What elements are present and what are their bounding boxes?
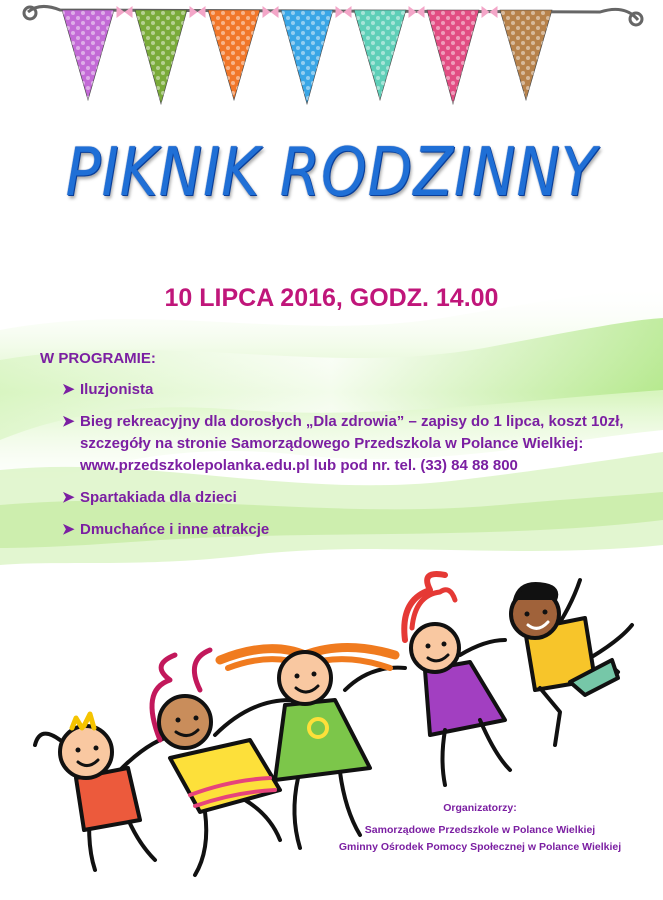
event-title: PIKNIK RODZINNY bbox=[65, 132, 598, 212]
arrow-bullet-icon: ➤ bbox=[62, 521, 75, 538]
program-item bbox=[62, 487, 640, 509]
bow-icon bbox=[263, 6, 279, 18]
program-item-text: Spartakiada dla dzieci bbox=[80, 489, 237, 506]
program-item-text: Bieg rekreacyjny dla dorosłych „Dla zdrowia” – zapisy do 1 lipca, koszt 10zł, bbox=[80, 413, 624, 430]
bunting-flag-dots bbox=[135, 10, 187, 104]
program-section bbox=[40, 350, 640, 551]
bunting-flag-dots bbox=[354, 10, 406, 100]
bunting-flag-dots bbox=[62, 10, 114, 100]
program-item bbox=[62, 379, 640, 401]
bow-icon bbox=[409, 6, 425, 18]
bunting-flag-dots bbox=[427, 10, 479, 104]
arrow-bullet-icon: ➤ bbox=[62, 413, 75, 430]
arrow-bullet-icon: ➤ bbox=[62, 489, 75, 506]
organizers-label: Organizatorzy: bbox=[443, 802, 517, 814]
bow-icon bbox=[336, 6, 352, 18]
bow-icon bbox=[482, 6, 498, 18]
bow-icon bbox=[190, 6, 206, 18]
bow-icon bbox=[117, 6, 133, 18]
program-item-text: Dmuchańce i inne atrakcje bbox=[80, 521, 270, 538]
event-date: 10 LIPCA 2016, GODZ. 14.00 bbox=[164, 284, 499, 312]
program-heading: W PROGRAMIE: bbox=[40, 350, 156, 367]
program-item bbox=[62, 411, 640, 477]
program-item-text: Iluzjonista bbox=[80, 381, 154, 398]
bunting-flag-dots bbox=[281, 10, 333, 104]
bunting-flag-dots bbox=[500, 10, 552, 100]
bunting-banner bbox=[24, 6, 642, 104]
program-item-text: www.przedszkolepolanka.edu.pl lub pod nr. tel. (33) 84 88 800 bbox=[80, 457, 518, 474]
arrow-bullet-icon: ➤ bbox=[62, 381, 75, 398]
organizer-name: Samorządowe Przedszkole w Polance Wielkiej bbox=[364, 824, 596, 836]
program-item bbox=[62, 519, 640, 541]
organizer-name: Gminny Ośrodek Pomocy Społecznej w Polance Wielkiej bbox=[338, 841, 622, 853]
program-list bbox=[40, 379, 640, 541]
bunting-flag-dots bbox=[208, 10, 260, 100]
program-item-text: szczegóły na stronie Samorządowego Przedszkola w Polance Wielkiej: bbox=[80, 435, 584, 452]
